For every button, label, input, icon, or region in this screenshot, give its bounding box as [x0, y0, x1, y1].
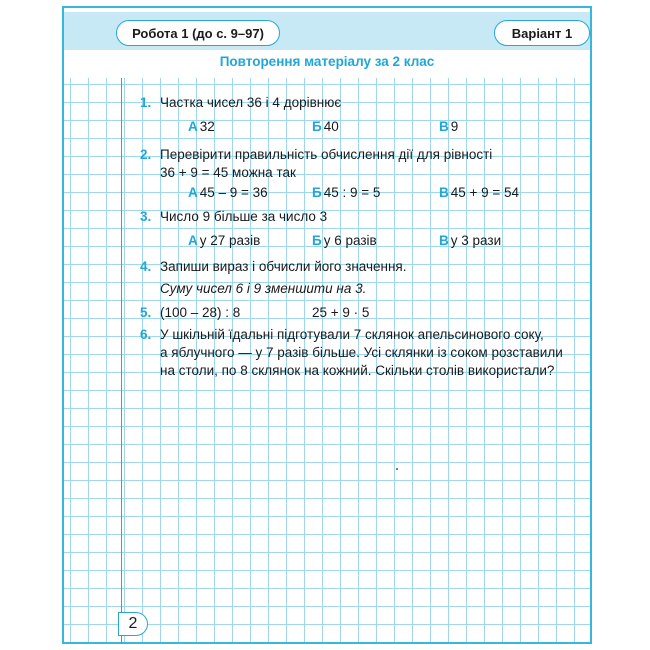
option-value: 45 : 9 = 5: [323, 185, 381, 200]
task-text: Перевірити правильність обчислення дії для рівності: [160, 147, 493, 162]
option-value: у 6 разів: [323, 233, 377, 248]
section-subtitle: Повторення матеріалу за 2 клас: [219, 54, 435, 69]
option-letter: Б: [312, 185, 322, 200]
task-text: Запиши вираз і обчисли його значення.: [160, 259, 407, 274]
option-a: [188, 232, 260, 250]
option-b: [312, 184, 380, 202]
option-letter: А: [188, 185, 198, 200]
task-number: 3.: [140, 209, 152, 224]
option-letter: В: [439, 119, 449, 134]
variant-label: Варіант 1: [494, 20, 590, 46]
page-number: 2: [118, 612, 148, 636]
expression-1: (100 – 28) : 8: [160, 305, 241, 320]
option-value: 32: [199, 119, 215, 134]
work-title: Робота 1 (до с. 9–97): [116, 20, 280, 46]
option-c: [439, 118, 458, 136]
task-text: а яблучного — у 7 разів більше. Усі склянки із соком розставили: [160, 345, 563, 360]
option-letter: А: [188, 119, 198, 134]
option-b: [312, 118, 339, 136]
option-letter: Б: [312, 233, 322, 248]
task-instruction: Суму чисел 6 і 9 зменшити на 3.: [160, 281, 367, 296]
option-a: [188, 118, 215, 136]
task-text: Частка чисел 36 і 4 дорівнює: [160, 95, 342, 110]
task-number: 1.: [140, 95, 152, 110]
task-number: 4.: [140, 259, 152, 274]
option-a: [188, 184, 268, 202]
option-letter: В: [439, 233, 449, 248]
task-number: 5.: [140, 305, 152, 320]
task-number: 2.: [140, 147, 152, 162]
option-c: [439, 184, 519, 202]
task-text: Число 9 більше за число 3: [160, 209, 328, 224]
expression-2: 25 + 9 · 5: [312, 305, 370, 320]
task-text: 36 + 9 = 45 можна так: [160, 165, 296, 180]
option-letter: Б: [312, 119, 322, 134]
margin-line: [121, 78, 122, 644]
option-b: [312, 232, 377, 250]
option-value: 9: [450, 119, 459, 134]
option-value: у 27 разів: [199, 233, 261, 248]
stray-dot: [396, 468, 398, 470]
option-value: 45 + 9 = 54: [450, 185, 520, 200]
task-text: У шкільній їдальні підготували 7 склянок апельсинового соку,: [160, 327, 544, 342]
option-letter: А: [188, 233, 198, 248]
task-number: 6.: [140, 327, 152, 342]
option-letter: В: [439, 185, 449, 200]
option-c: [439, 232, 501, 250]
option-value: у 3 рази: [450, 233, 502, 248]
option-value: 45 – 9 = 36: [199, 185, 268, 200]
option-value: 40: [323, 119, 339, 134]
task-text: на столи, по 8 склянок на кожний. Скільки столів використали?: [160, 363, 555, 378]
